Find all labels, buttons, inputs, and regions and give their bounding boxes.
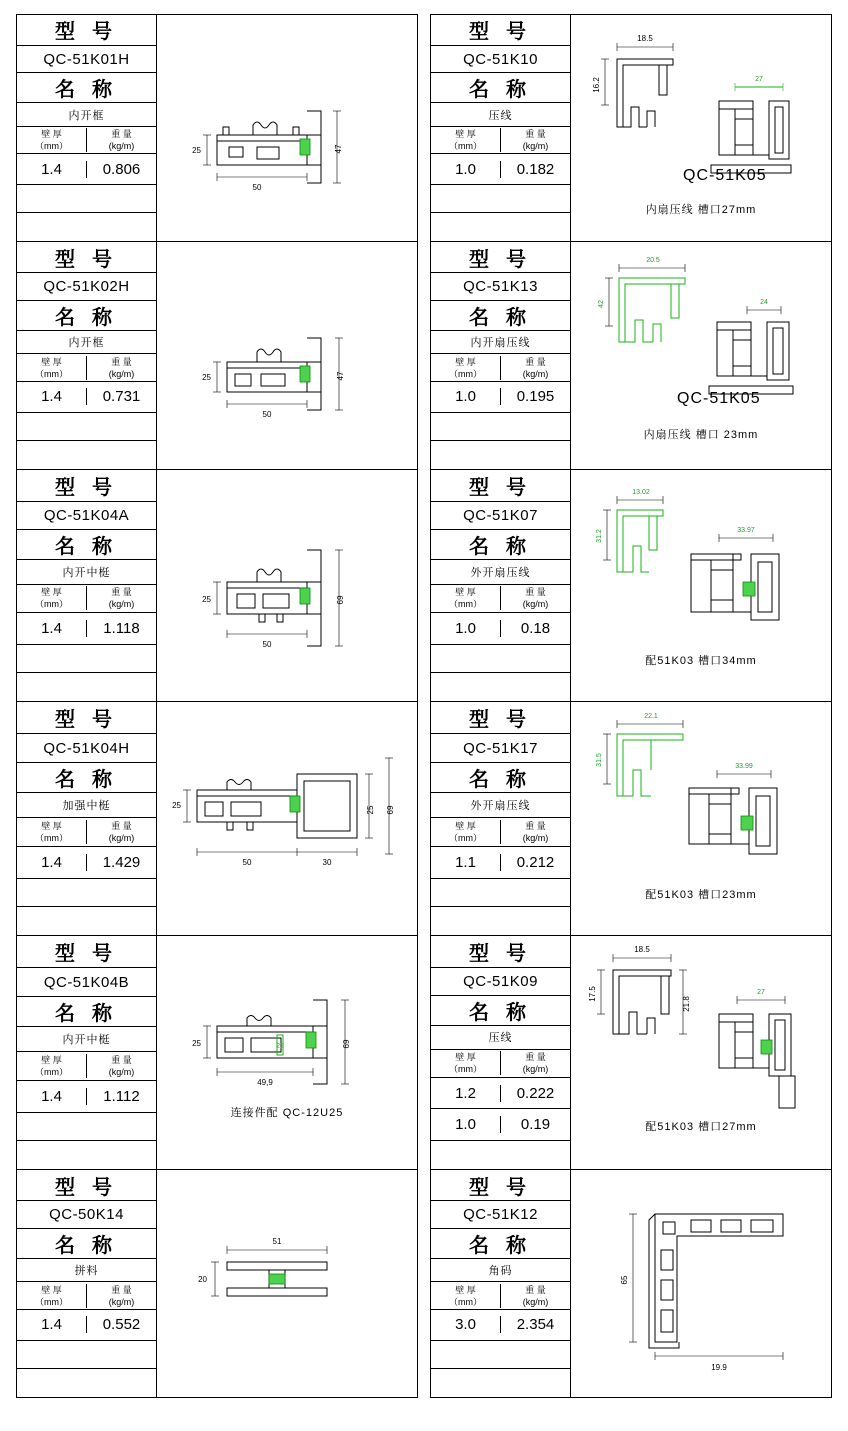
dim-height: 16.2 [592,77,601,93]
blank-row [17,213,156,241]
name-value: 内开框 [17,331,156,355]
dim-height2: 25 [202,595,211,604]
info-table [17,1170,157,1397]
name-value: 拼料 [17,1259,156,1283]
model-code: QC-51K17 [431,734,570,763]
model-code: QC-51K04H [17,734,156,763]
spec-header-row: 壁 厚 （mm） 重 量 (kg/m) [431,1050,570,1078]
model-code: QC-51K09 [431,968,570,996]
profile-card [430,936,832,1170]
weight-value: 1.118 [103,620,140,638]
drawing-caption: 连接件配 QC-12U25 [230,1107,344,1119]
name-header: 名 称 [17,997,156,1027]
info-table [431,242,571,469]
profile-drawing [157,242,417,469]
spec-header-row [17,127,156,154]
model-header: 型 号 [431,1170,570,1201]
spec-data-row-2 [431,1109,570,1141]
drawing-caption: 内扇压线 槽口27mm [645,204,757,216]
spec-header-row: 壁 厚 （mm） 重 量 (kg/m) [431,354,570,381]
name-header: 名 称 [17,1229,156,1259]
blank-row [431,185,570,213]
profile-drawing [571,1170,831,1397]
dim-height2: 25 [172,801,181,810]
info-table [431,936,571,1169]
name-header: 名 称 [431,1229,570,1259]
name-header: 名 称 [431,73,570,103]
spec-data-row [17,1081,156,1113]
dim-height2: 21.8 [682,996,691,1012]
profile-drawing [157,702,417,935]
dim-width: 50 [262,410,272,419]
thickness-value-2: 1.0 [431,1116,501,1133]
name-value: 压线 [431,1026,570,1050]
dim-height: 20 [198,1275,207,1284]
dim-width: 51 [272,1237,282,1246]
name-value: 内开扇压线 [431,331,570,355]
model-code: QC-51K01H [17,46,156,73]
blank-row [431,441,570,469]
blank-row [17,1141,156,1169]
model-code: QC-51K04A [17,502,156,530]
blank-row [431,1341,570,1369]
name-header: 名 称 [431,763,570,793]
profile-card [16,14,418,242]
thickness-value: 1.4 [17,854,87,871]
thickness-value: 1.4 [17,620,87,637]
profile-card [430,702,832,936]
thickness-value: 3.0 [431,1316,501,1333]
spec-data-row [17,613,156,645]
profile-drawing [157,470,417,701]
thickness-value: 1.4 [17,388,87,405]
thickness-value: 1.0 [431,388,501,405]
spec-header-row: 壁 厚 （mm） 重 量 (kg/m) [17,585,156,613]
info-table [17,15,157,241]
thickness-value: 1.4 [17,1088,87,1105]
blank-row [17,907,156,935]
dim-width: 19.9 [711,1363,727,1372]
profile-card [16,242,418,470]
name-value: 外开扇压线 [431,793,570,818]
name-header: 名 称 [431,996,570,1026]
spec-header-row: 壁 厚 （mm） 重 量 (kg/m) [17,1052,156,1081]
dim-width: 50 [242,858,252,867]
info-table [431,470,571,701]
thickness-value: 1.0 [431,620,501,637]
dim-height: 69 [386,805,395,815]
spec-header-row: 壁 厚 （mm） 重 量 (kg/m) [431,127,570,154]
profile-card [430,1170,832,1398]
thickness-value: 1.2 [431,1085,501,1102]
info-table [17,702,157,935]
spec-header-row: 壁 厚 （mm） 重 量 (kg/m) [17,818,156,847]
dim-height: 69 [336,595,345,605]
dim-groove: 24 [760,299,768,306]
thickness-header: 壁 厚 （mm） [17,356,87,380]
profile-drawing [571,242,831,469]
thickness-header [17,128,87,152]
spec-data-row [17,847,156,879]
dim-width: 49,9 [257,1078,273,1087]
profile-drawing [571,936,831,1169]
blank-row [431,1141,570,1169]
profile-card [430,242,832,470]
name-header: 名 称 [431,530,570,560]
name-value: 外开扇压线 [431,560,570,584]
model-code: QC-51K13 [431,273,570,300]
model-code: QC-51K12 [431,1201,570,1228]
blank-row [17,441,156,469]
model-code: QC-51K04B [17,968,156,997]
spec-data-row [431,847,570,879]
weight-value: 0.552 [102,1316,141,1334]
spec-header-row: 壁 厚 （mm） 重 量 (kg/m) [431,1282,570,1309]
info-table [17,936,157,1169]
spec-data-row [17,154,156,185]
blank-row [431,645,570,673]
name-value: 内开中梃 [17,560,156,584]
blank-row [431,1369,570,1397]
spec-header-row [17,354,156,381]
name-value: 内开框 [17,103,156,127]
model-code: QC-51K10 [431,46,570,73]
dim-width: 18.5 [634,945,650,954]
weight-unit: (kg/m) [108,140,135,151]
weight-value: 0.806 [102,160,141,178]
dim-width: 22.1 [644,713,658,720]
weight-value: 0.195 [516,388,555,406]
model-code: QC-51K02H [17,273,156,300]
model-header: 型 号 [17,936,156,968]
name-value: 角码 [431,1259,570,1283]
dim-height3: 25 [366,805,375,815]
thickness-unit: （mm） [35,140,68,151]
name-value: 内开中梃 [17,1027,156,1052]
dim-height: 65 [620,1275,629,1285]
weight-value: 1.429 [102,853,141,871]
name-header: 名 称 [17,301,156,331]
profile-drawing [157,1170,417,1397]
blank-row [17,879,156,907]
profile-card [16,702,418,936]
thickness-value: 1.4 [17,1316,87,1333]
drawing-caption: 配51K03 槽口23mm [645,889,757,901]
profile-card [16,1170,418,1398]
model-code: QC-51K07 [431,502,570,530]
spec-data-row [431,613,570,645]
model-header: 型 号 [17,702,156,734]
drawing-caption: 内扇压线 槽口 23mm [643,429,759,441]
profile-card [430,470,832,702]
dim-height: 31.2 [596,529,603,543]
info-table [431,15,571,241]
model-header: 型 号 [431,702,570,734]
weight-value: 1.112 [103,1087,140,1105]
weight-header: 重 量 (kg/m) [108,356,135,379]
model-header: 型 号 [431,936,570,968]
name-value: 加强中梃 [17,793,156,818]
blank-row [431,413,570,441]
weight-label: 重 量 [111,128,132,139]
info-table [17,470,157,701]
blank-row [431,673,570,701]
spec-data-row [17,1310,156,1341]
thickness-value: 1.4 [17,161,87,178]
dim-height: 69 [342,1039,351,1049]
dim-width: 20.5 [646,257,660,264]
blank-row [431,213,570,241]
weight-value: 0.731 [102,388,141,406]
spec-data-row [431,154,570,185]
profile-drawing [571,15,831,241]
profile-card [16,470,418,702]
model-header: 型 号 [17,242,156,273]
blank-row [431,879,570,907]
left-column [16,14,418,1417]
profile-card [16,936,418,1170]
name-header: 名 称 [17,530,156,560]
dim-height: 17.5 [588,986,597,1002]
info-table [431,1170,571,1397]
blank-row [17,1369,156,1397]
weight-value-2: 0.19 [520,1116,551,1134]
dim-height: 47 [334,144,343,154]
name-value: 压线 [431,103,570,127]
thickness-value: 1.1 [431,854,501,871]
related-code: QC-51K05 [677,390,761,407]
profile-drawing [571,702,831,935]
svg-text:22: 22 [276,1043,284,1050]
blank-row [17,673,156,701]
dim-groove: 27 [755,76,763,83]
model-header: 型 号 [17,470,156,502]
dim-width: 18.5 [637,34,653,43]
thickness-value: 1.0 [431,161,501,178]
spec-header-row: 壁 厚 （mm） 重 量 (kg/m) [431,818,570,847]
model-header: 型 号 [431,242,570,273]
name-header: 名 称 [17,73,156,103]
model-header: 型 号 [17,1170,156,1201]
profile-card [430,14,832,242]
dim-height2: 25 [192,146,201,155]
blank-row [17,645,156,673]
dim-groove: 27 [757,989,765,996]
weight-value: 0.222 [516,1084,555,1102]
weight-header [87,128,156,152]
info-table [431,702,571,935]
info-table [17,242,157,469]
spec-header-row: 壁 厚 （mm） 重 量 (kg/m) [431,585,570,613]
spec-header-row: 壁 厚 （mm） 重 量 (kg/m) [17,1282,156,1309]
dim-height2: 25 [192,1039,201,1048]
blank-row [17,185,156,213]
blank-row [17,413,156,441]
dim-groove: 33.99 [735,763,753,770]
blank-row [17,1113,156,1141]
thickness-label: 壁 厚 [41,128,62,139]
spec-data-row [17,382,156,413]
related-code: QC-51K05 [683,167,767,184]
weight-value: 0.182 [516,160,555,178]
dim-width2: 30 [322,858,332,867]
model-header: 型 号 [431,470,570,502]
blank-row [431,907,570,935]
profile-drawing [157,936,417,1169]
drawing-caption: 配51K03 槽口27mm [645,1121,757,1133]
name-header: 名 称 [17,763,156,793]
model-header: 型 号 [17,15,156,46]
drawing-caption: 配51K03 槽口34mm [645,655,757,667]
profile-drawing [571,470,831,701]
dim-width: 50 [252,183,262,192]
weight-value: 0.212 [516,853,555,871]
dim-width: 13.02 [632,489,650,496]
model-code: QC-50K14 [17,1201,156,1228]
weight-value: 2.354 [516,1316,555,1334]
dim-height: 42 [598,300,605,308]
dim-height2: 25 [202,373,211,382]
dim-height: 47 [336,371,345,381]
spec-data-row [431,382,570,413]
model-header: 型 号 [431,15,570,46]
profile-drawing [157,15,417,241]
dim-groove: 33.97 [737,527,755,534]
weight-value: 0.18 [520,620,551,638]
name-header: 名 称 [431,301,570,331]
blank-row [17,1341,156,1369]
spec-data-row [431,1078,570,1110]
dim-height: 31.5 [596,753,603,767]
spec-data-row [431,1310,570,1341]
right-column [430,14,832,1417]
dim-width: 50 [262,640,272,649]
